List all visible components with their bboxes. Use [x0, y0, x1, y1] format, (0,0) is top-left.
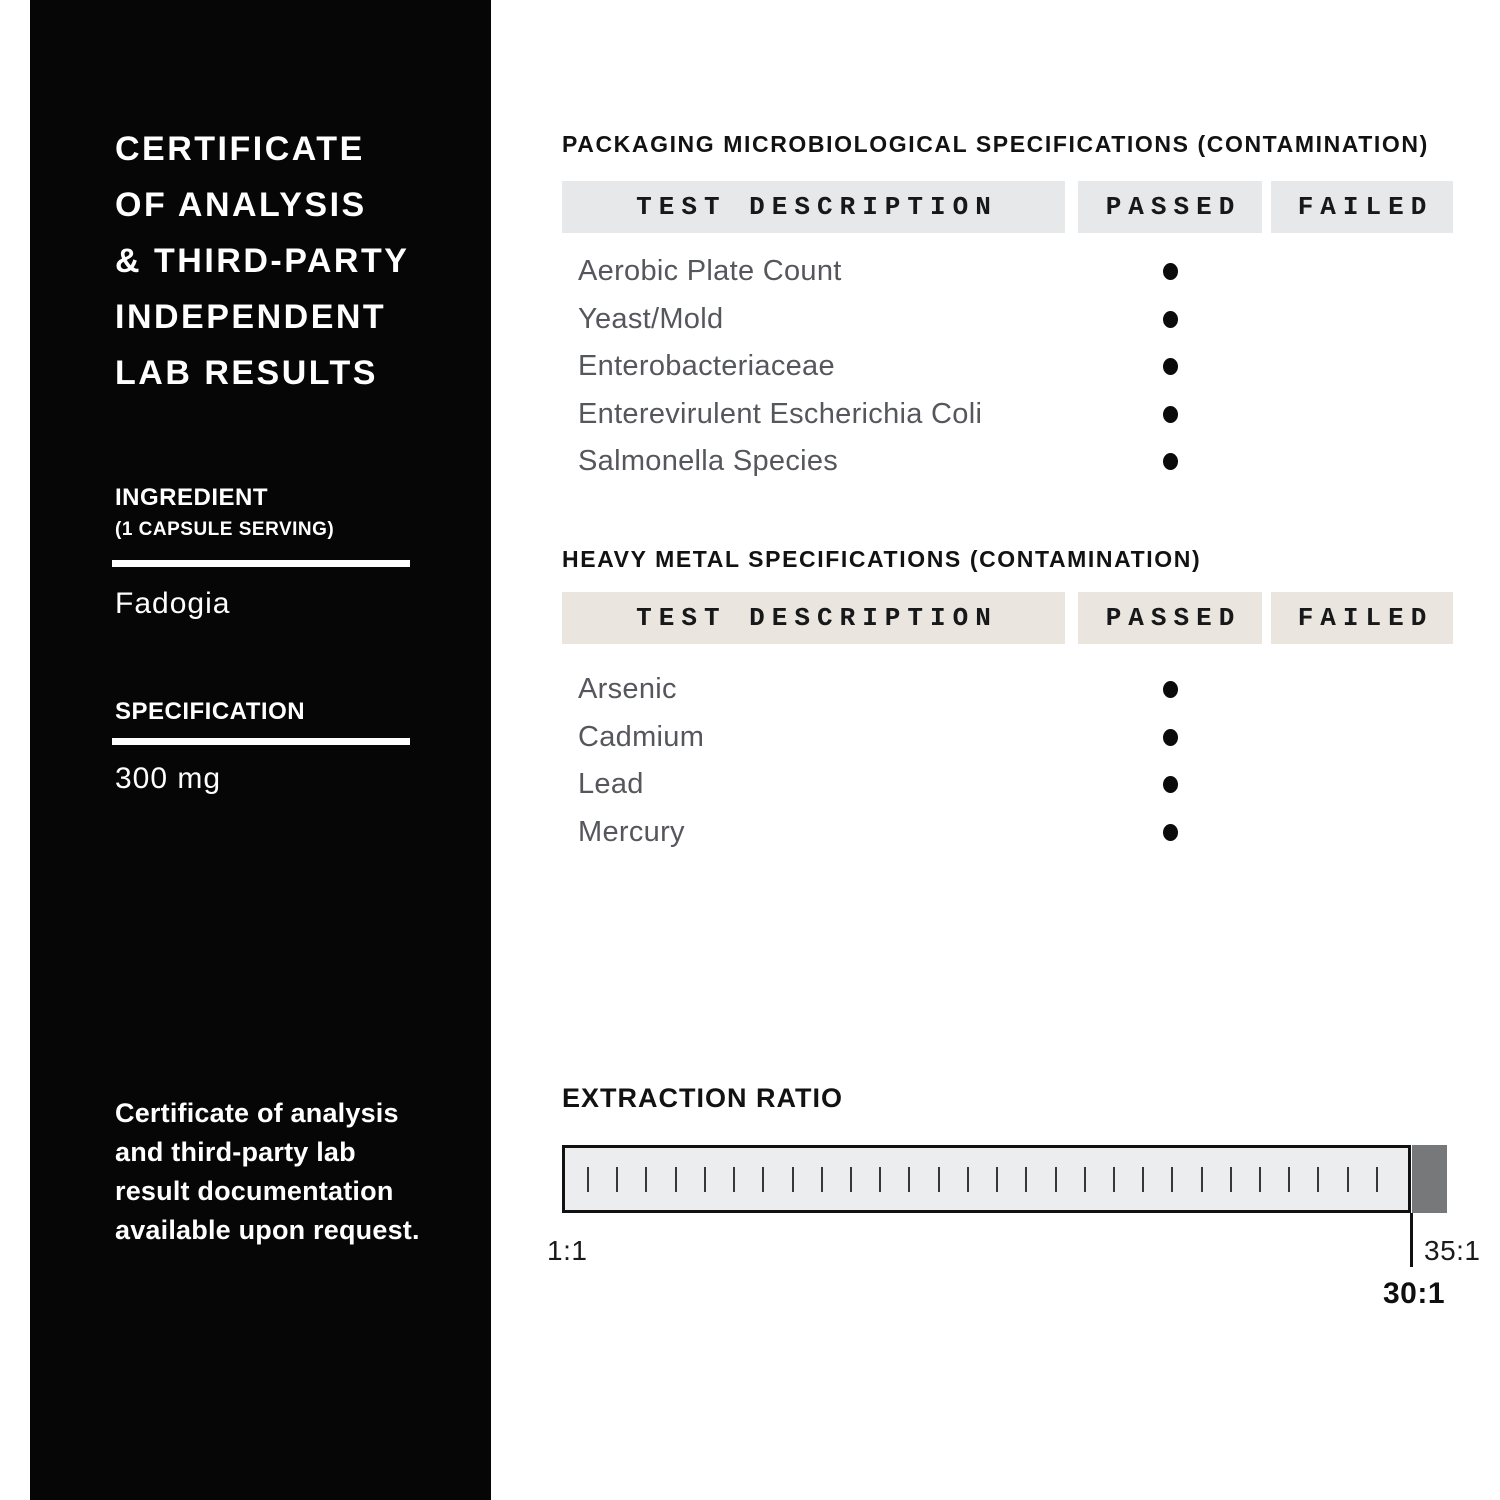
- table2-title: HEAVY METAL SPECIFICATIONS (CONTAMINATION): [562, 546, 1202, 572]
- ruler-tick: [675, 1167, 677, 1192]
- table-row: [562, 343, 1455, 391]
- passed-cell: [1078, 311, 1262, 328]
- passed-cell: [1078, 358, 1262, 375]
- table-row: [562, 391, 1455, 439]
- passed-cell: [1078, 681, 1262, 698]
- table1-title: PACKAGING MICROBIOLOGICAL SPECIFICATIONS (CONTAMINATION): [562, 131, 1429, 157]
- passed-cell: [1078, 824, 1262, 841]
- column-header-test-description: [562, 592, 1065, 644]
- ruler-tick: [1201, 1167, 1203, 1192]
- column-header-label: PASSED: [1105, 603, 1242, 633]
- ruler-tick: [762, 1167, 764, 1192]
- ruler-tick: [645, 1167, 647, 1192]
- ruler-tick: [733, 1167, 735, 1192]
- test-description-cell: Aerobic Plate Count: [578, 255, 842, 288]
- passed-dot-icon: [1163, 824, 1178, 841]
- table-row: [562, 248, 1455, 296]
- ingredient-sublabel: (1 CAPSULE SERVING): [115, 519, 335, 540]
- column-header-label: TEST DESCRIPTION: [636, 603, 998, 633]
- ruler-tick: [1113, 1167, 1115, 1192]
- ruler-tick: [1084, 1167, 1086, 1192]
- passed-dot-icon: [1163, 681, 1178, 698]
- page-title-line: & THIRD-PARTY: [115, 242, 410, 280]
- table1-header-row: [562, 181, 1455, 233]
- page-title-line: LAB RESULTS: [115, 354, 378, 392]
- ingredient-label: INGREDIENT: [115, 484, 269, 511]
- passed-cell: [1078, 729, 1262, 746]
- extraction-ratio-value: 30:1: [1383, 1277, 1446, 1310]
- specification-value: 300 mg: [115, 762, 222, 795]
- column-header-label: TEST DESCRIPTION: [636, 192, 998, 222]
- test-description-cell: Salmonella Species: [578, 445, 839, 478]
- ruler-tick: [1171, 1167, 1173, 1192]
- availability-footnote: Certificate of analysis and third-party lab result documentation available upon request.: [115, 1098, 420, 1245]
- column-header-failed: [1271, 181, 1453, 233]
- ruler-tick: [1288, 1167, 1290, 1192]
- ruler-tick: [1142, 1167, 1144, 1192]
- extraction-ratio-range-block: [1412, 1145, 1447, 1213]
- passed-dot-icon: [1163, 453, 1178, 470]
- ruler-tick: [908, 1167, 910, 1192]
- ingredient-value: Fadogia: [115, 587, 231, 620]
- test-description-cell: Enterevirulent Escherichia Coli: [578, 397, 983, 430]
- divider-rule: [112, 738, 410, 745]
- test-description-cell: Lead: [578, 768, 644, 801]
- passed-dot-icon: [1163, 776, 1178, 793]
- column-header-test-description: [562, 181, 1065, 233]
- ruler-tick: [1055, 1167, 1057, 1192]
- ruler-tick: [1347, 1167, 1349, 1192]
- table-row: [562, 296, 1455, 344]
- ruler-tick: [704, 1167, 706, 1192]
- column-header-label: FAILED: [1297, 603, 1434, 633]
- column-header-label: FAILED: [1297, 192, 1434, 222]
- passed-cell: [1078, 776, 1262, 793]
- divider-rule: [112, 560, 410, 567]
- ruler-ticks: [587, 1148, 1378, 1210]
- ruler-min-label: 1:1: [547, 1235, 588, 1266]
- table-row: [562, 809, 1455, 857]
- passed-cell: [1078, 453, 1262, 470]
- column-header-passed: [1078, 181, 1262, 233]
- ruler-tick: [967, 1167, 969, 1192]
- ruler-tick: [1025, 1167, 1027, 1192]
- ruler-tick: [850, 1167, 852, 1192]
- ruler-tick: [1230, 1167, 1232, 1192]
- passed-dot-icon: [1163, 263, 1178, 280]
- table1-body: [562, 248, 1455, 486]
- passed-dot-icon: [1163, 358, 1178, 375]
- passed-dot-icon: [1163, 311, 1178, 328]
- page-title-line: INDEPENDENT: [115, 298, 387, 336]
- extraction-ratio-ruler: [562, 1145, 1411, 1213]
- ruler-tick: [879, 1167, 881, 1192]
- passed-dot-icon: [1163, 729, 1178, 746]
- ruler-tick: [587, 1167, 589, 1192]
- test-description-cell: Yeast/Mold: [578, 302, 724, 335]
- ruler-tick: [792, 1167, 794, 1192]
- ruler-tick: [1317, 1167, 1319, 1192]
- page-title-line: OF ANALYSIS: [115, 186, 367, 224]
- table2-body: [562, 666, 1455, 856]
- table2-header-row: [562, 592, 1455, 644]
- sidebar: [30, 0, 491, 1500]
- ruler-tick: [1259, 1167, 1261, 1192]
- ruler-tick: [996, 1167, 998, 1192]
- page-title: [115, 121, 409, 401]
- ruler-tick: [821, 1167, 823, 1192]
- table-row: [562, 438, 1455, 486]
- table-row: [562, 666, 1455, 714]
- ruler-tick: [616, 1167, 618, 1192]
- table-row: [562, 714, 1455, 762]
- table-row: [562, 761, 1455, 809]
- extraction-ratio-marker-line: [1410, 1213, 1413, 1267]
- passed-cell: [1078, 406, 1262, 423]
- passed-dot-icon: [1163, 406, 1178, 423]
- specification-label: SPECIFICATION: [115, 698, 306, 725]
- ruler-tick: [1376, 1167, 1378, 1192]
- test-description-cell: Enterobacteriaceae: [578, 350, 835, 383]
- test-description-cell: Mercury: [578, 815, 685, 848]
- test-description-cell: Arsenic: [578, 673, 677, 706]
- passed-cell: [1078, 263, 1262, 280]
- column-header-failed: [1271, 592, 1453, 644]
- column-header-label: PASSED: [1105, 192, 1242, 222]
- column-header-passed: [1078, 592, 1262, 644]
- page-title-line: CERTIFICATE: [115, 130, 365, 168]
- ruler-tick: [938, 1167, 940, 1192]
- ruler-max-label: 35:1: [1424, 1235, 1481, 1266]
- test-description-cell: Cadmium: [578, 720, 705, 753]
- extraction-ratio-title: EXTRACTION RATIO: [562, 1083, 843, 1113]
